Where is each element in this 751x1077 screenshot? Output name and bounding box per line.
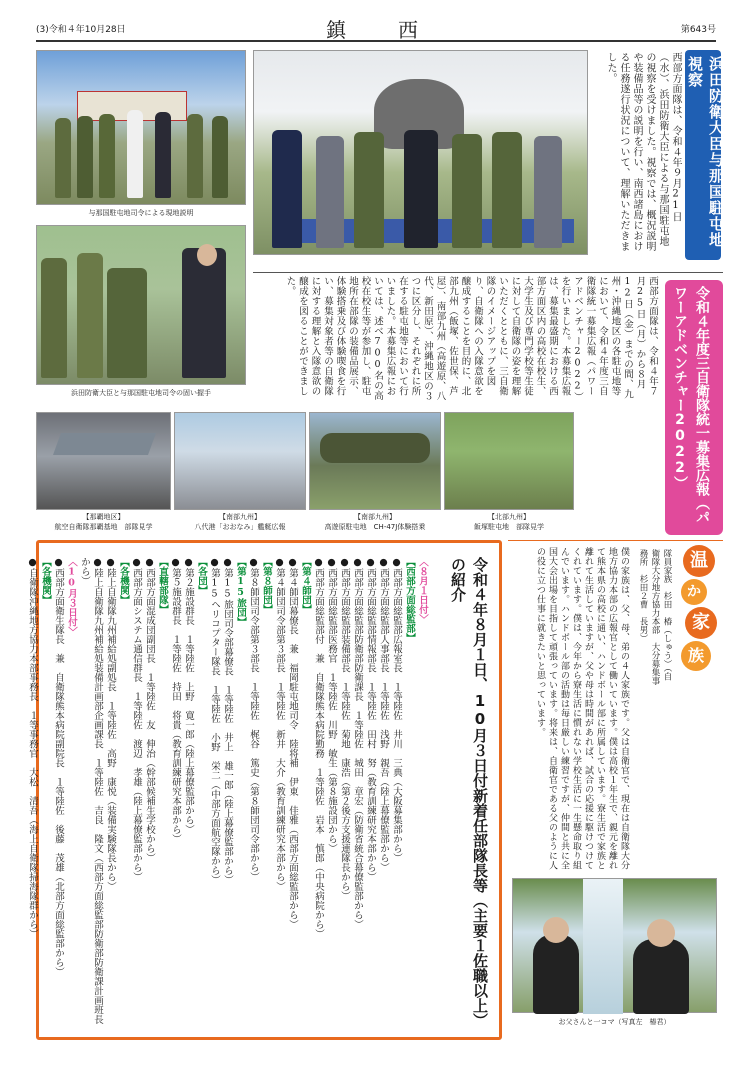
article2-body: 西部方面隊は、令和４年７月25日（月）から８月12日（金）までの間、九州・沖縄地区の各駐屯地等において、令和４年度三自衛隊統一募集広報（パワーアドベンチャー2022）を行いました。本募集広報は、募集最盛期における西部方面区内の高校在校生、大学生及び専門学校等生徒に対して自衛隊の姿を理解いただくとともに、三自衛隊のイメージアップを図り、自衛隊への入隊意欲を醸成することを目的に、北部九州（飯塚、佐世保、芦屋）、南部九州（高遊原、八代、新田原）、沖縄地区の３つに区分し、それぞれに所在する駐屯地等において行いました。本募集広報においては、述べ700名の高校在校生等が参加し、駐屯地所在部隊の装備品展示、体験搭乗及び体験喫食を行い、募集対象者等の自衛隊に対する理解と入隊意欲の醸成を図ることができました。 <box>284 276 658 402</box>
caption-family: お父さんと一コマ（写真左 椿君） <box>558 1018 671 1026</box>
photo-yonaguni-briefing <box>36 50 246 205</box>
family-title <box>679 545 719 675</box>
caption-yatsushiro-text: 八代港「おおなみ」艦艇広報 <box>194 523 286 531</box>
personnel-entry: ●第８師団司令部第３部長 １等陸佐 梶谷 篤史（第８師団司令部から） <box>248 557 259 882</box>
personnel-entry: 【西部方面総監部】 <box>404 557 415 643</box>
header-date: (3)令和４年10月28日 <box>36 25 126 35</box>
article2-headline-box <box>665 280 723 535</box>
family-box <box>508 540 723 1040</box>
personnel-entry: ●第15旅団司令部幕僚長 １等陸佐 井上 雄一郎（陸上幕僚監部から） <box>222 557 233 885</box>
family-body: 僕の家族は、父、母、弟の４人家族です。父は自衛官で、現在は自衛隊大分地方協力本部の広報官として働いています。僕は高校１年生で、親元を離れて熊本県の高校に通い、ハンドボール部に所属しています。寮生活で家族と離れて生活していますが、父や母は時間があれば、試合の応援に駆けつけてくれています。僕は、今年から寮生活に慣れない学校生活に一生懸命取り組んでいます。ハンドボール部の活動は毎日厳しい練習ですが、仲間と共に全国大会出場を目指して頑張っています。将来は、自衛官である父のように人の役に立つ仕事に就きたいと思っています。 <box>535 547 629 870</box>
header-title: 鎮 西 <box>326 18 434 42</box>
family-byline: 隊員家族 杉田 椿（しゅう）（自衛隊大分地方協力本部 大分募集事務所 杉田２曹 長男） <box>638 549 672 685</box>
personnel-entry: ●西部方面総監部人事部長 １等陸佐 浅野 親吾（陸上幕僚監部から） <box>378 557 389 872</box>
personnel-box <box>27 540 502 1040</box>
family-title-char: 族 <box>681 641 711 671</box>
personnel-entry: 〈10月３日付〉 <box>66 557 77 636</box>
photo-takayubaru-ch47 <box>309 412 441 510</box>
personnel-entry: ●西部方面衛生隊長 兼 自衛隊熊本病院副院長 １等陸佐 後藤 茂雄（北部方面総監部から） <box>53 557 64 977</box>
personnel-entry: ●西部方面総監部装備部長 １等陸佐 菊地 康浩（第２後方支援連隊長から） <box>339 557 350 901</box>
caption-naha-region: 【那覇地区】 <box>82 513 125 521</box>
personnel-entry: ●第15ヘリコプター隊長 １等陸佐 小野 栄二（中部方面航空隊から） <box>209 557 220 885</box>
personnel-entry: ●西部方面混成団副団長 １等陸佐 友 伸治（幹部候補生学校から） <box>144 557 155 863</box>
personnel-entry: ●第４師団司令部第３部長 １等陸佐 新井 大介（教育訓練研究本部から） <box>274 557 285 891</box>
personnel-entry: ●西部方面総監部情報部長 １等陸佐 田村 努（教育訓練研究本部から） <box>365 557 376 882</box>
family-title-char: 温 <box>683 545 715 577</box>
page-header <box>36 14 716 42</box>
personnel-entry: 【第15旅団】 <box>235 557 246 627</box>
photo-iizuka-tour <box>444 412 574 510</box>
caption-yatsushiro-region: 【南部九州】 <box>219 513 261 521</box>
personnel-entry: 【各団】 <box>196 557 207 595</box>
personnel-entry: ●第４師団幕僚長 兼 福岡駐屯地司令 陸将補 伊東 佳雅（西部方面総監部から） <box>287 557 298 929</box>
personnel-entry: ●第２施設群長 １等陸佐 上野 寛一郎（陸上幕僚監部から） <box>183 557 194 834</box>
personnel-list <box>27 557 429 1027</box>
personnel-entry: 【第４師団】 <box>300 557 311 614</box>
caption-takayubaru-text: 高遊原駐屯地 CH-47J体験搭乗 <box>324 523 426 531</box>
family-title-char: か <box>681 579 707 605</box>
article2-body-continued <box>578 410 658 530</box>
personnel-entry: ●西部方面システム通信群長 １等陸佐 渡辺 孝雄（陸上幕僚監部から） <box>131 557 142 882</box>
personnel-entry: 〈８月１日付〉 <box>417 557 428 624</box>
photo-family <box>512 878 717 1013</box>
personnel-entry: ●西部方面総監部防衛部防衛課長 １等陸佐 城田 章宏（防衛省統合幕僚監部から） <box>352 557 363 929</box>
personnel-entry: 【各機関】 <box>40 557 51 605</box>
article2-headline: 令和４年度三自衛隊統一募集広報（パワーアドベンチャー2022） <box>672 286 710 524</box>
personnel-entry: ●西部方面総監部医務官 １等陸佐 川野 敏生（第８施設団から） <box>326 557 337 853</box>
caption-naha-text: 航空自衛隊那覇基地 部隊見学 <box>54 523 153 531</box>
article1-headline: 浜田防衛大臣与那国駐屯地視察 <box>686 56 725 248</box>
caption-takayubaru-region: 【南部九州】 <box>354 513 396 521</box>
header-issue: 第643号 <box>680 25 716 35</box>
caption-handshake: 浜田防衛大臣と与那国駐屯地司令の固い握手 <box>71 389 211 397</box>
caption-iizuka-text: 飯塚駐屯地 部隊見学 <box>474 523 544 531</box>
caption-iizuka-region: 【北部九州】 <box>488 513 530 521</box>
personnel-entry: ●西部方面総監部広報室長 １等陸佐 井川 三典（大阪募集部から） <box>391 557 402 863</box>
personnel-entry: 【各機関】 <box>118 557 129 605</box>
personnel-entry: 【第８師団】 <box>261 557 272 614</box>
photo-naha-base <box>36 412 171 510</box>
caption-briefing: 与那国駐屯地司令による現地説明 <box>88 209 194 217</box>
family-title-char: 家 <box>685 607 717 639</box>
photo-minister-handshake <box>36 225 246 385</box>
photo-group-monument <box>253 50 588 255</box>
personnel-entry: ●第５施設群長 １等陸佐 持田 将貴（教育訓練研究本部から） <box>170 557 181 844</box>
article1-body: 西部方面隊は、令和４年９月21日（水）、浜田防衛大臣による与那国駐屯地の視察を受けました。視察では、概況説明や装備品等の説明を行い、南西諸島における任務遂行状況について、理解いただきました。 <box>605 52 681 252</box>
personnel-entry: ●自衛隊沖縄地方協力本部事務長 １等事務官 大松 清吾（海上自衛隊掃海隊群から） <box>27 557 38 939</box>
personnel-entry: ●西部方面総監部付 兼 自衛隊熊本病院勤務 １等陸佐 岩本 慎郎（中央病院から） <box>313 557 324 939</box>
photo-yatsushiro-port <box>174 412 306 510</box>
personnel-entry: ●陸上自衛隊九州補給処装備計画部企画課長 １等陸佐 吉良 隆文（西部方面総監部防衛部防衛課計画班長から） <box>79 557 103 1024</box>
personnel-entry: ●陸上自衛隊九州補給処副処長 １等陸佐 高野 康悦（装備実験隊長から） <box>105 557 116 891</box>
article1-headline-box <box>685 50 725 260</box>
personnel-entry: 【直轄部隊】 <box>157 557 168 614</box>
personnel-headline: 令和４年８月１日、10月３日付新着任部隊長等（主要１佐職以上）の紹介 <box>449 557 489 1021</box>
